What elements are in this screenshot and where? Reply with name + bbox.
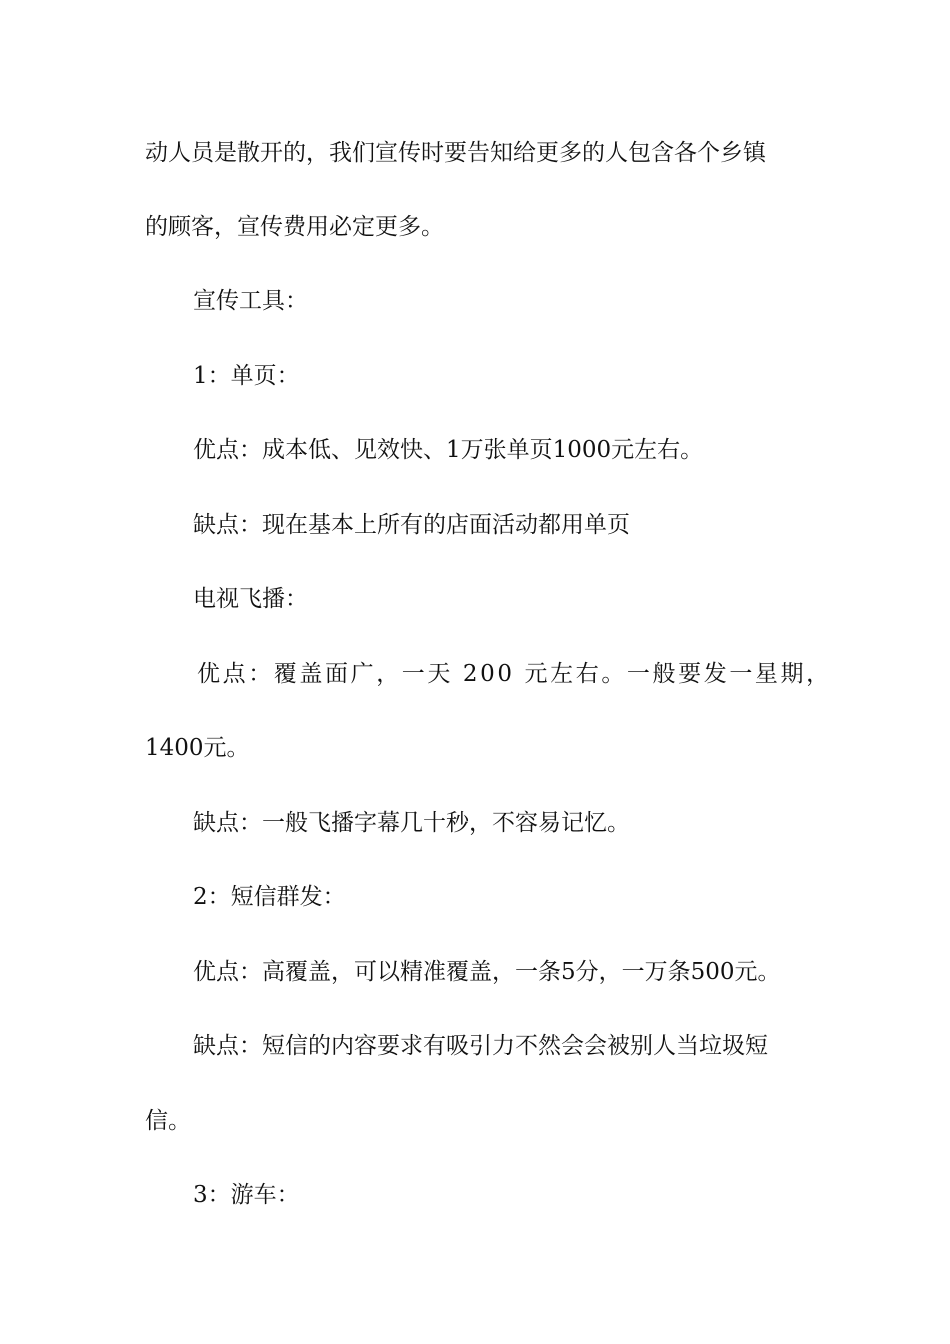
text-line: 缺点：一般飞播字幕几十秒，不容易记忆。	[193, 810, 630, 836]
text-line: 缺点：现在基本上所有的店面活动都用单页	[193, 512, 630, 538]
item-heading: 电视飞播：	[193, 586, 308, 612]
text-line: 优点：高覆盖，可以精准覆盖，一条5分，一万条500元。	[193, 959, 781, 985]
text-line: 的顾客，宣传费用必定更多。	[145, 214, 444, 240]
text-line: 信。	[145, 1108, 191, 1134]
text-line: 1400元。	[145, 735, 250, 761]
section-heading: 宣传工具：	[193, 288, 308, 314]
item-heading: 1：单页：	[193, 363, 300, 389]
text-line: 优点：成本低、见效快、1万张单页1000元左右。	[193, 437, 704, 463]
text-line: 优点：覆盖面广，一天 200 元左右。一般要发一星期，	[197, 661, 832, 687]
text-line: 动人员是散开的，我们宣传时要告知给更多的人包含各个乡镇	[145, 140, 766, 166]
item-heading: 3：游车：	[193, 1182, 300, 1208]
item-heading: 2：短信群发：	[193, 884, 346, 910]
text-line: 缺点：短信的内容要求有吸引力不然会会被别人当垃圾短	[193, 1033, 768, 1059]
